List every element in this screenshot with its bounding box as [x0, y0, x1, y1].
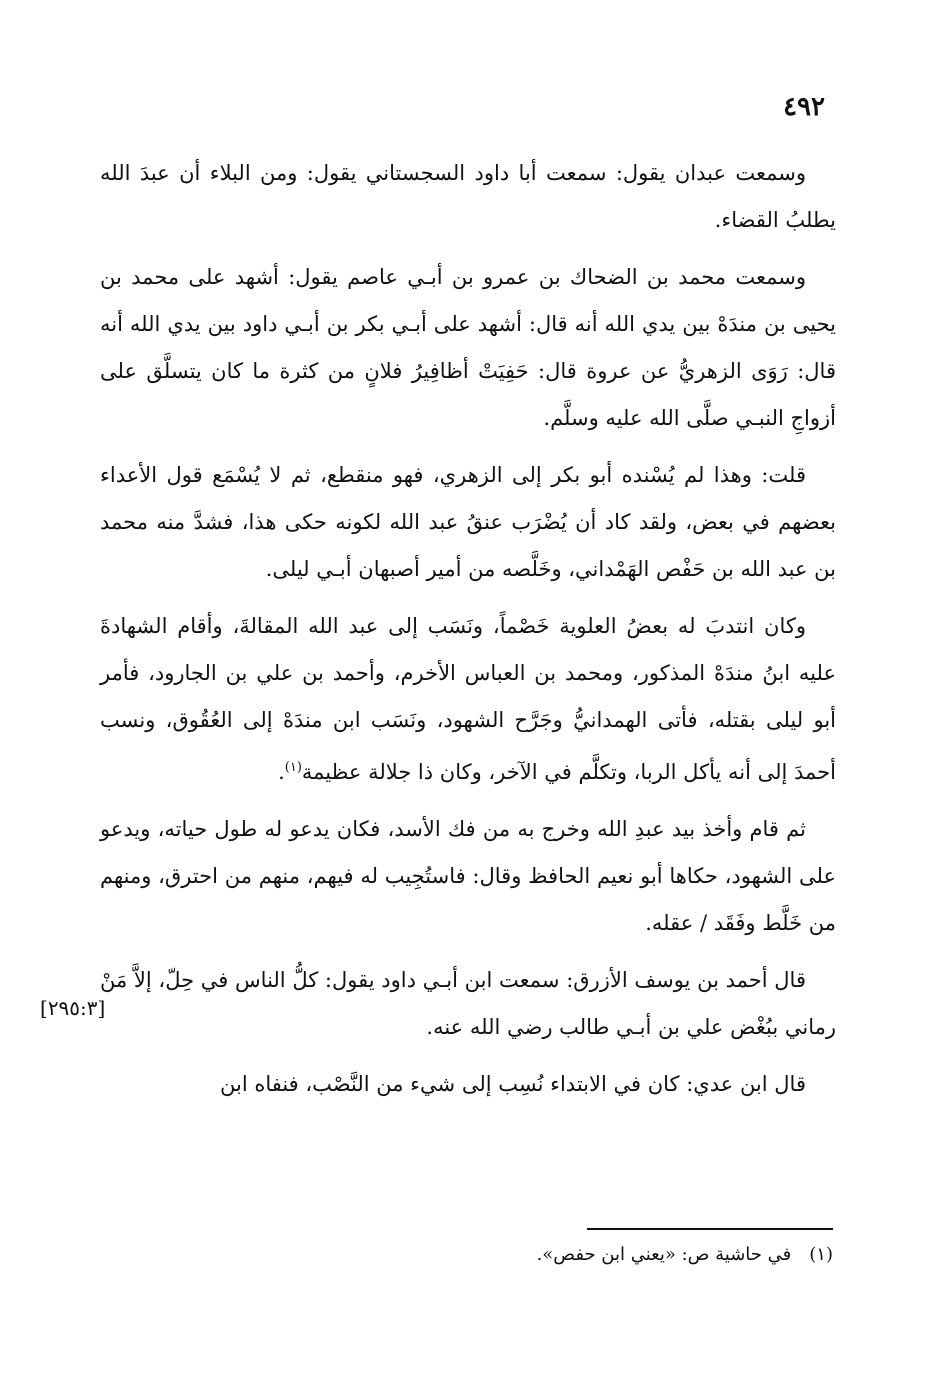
footnote-text: في حاشية ص: «يعني ابن حفص». [536, 1244, 792, 1265]
paragraph: ثم قام وأخذ بيد عبدِ الله وخرج به من فك الأسد، فكان يدعو له طول حياته، ويدعو على الشهود، حكاها أبو نعيم الحافظ وقال: فاستُجِيب له فيهم، منهم من احترق، ومنهم من خَلَّط وفَقَد / عقله. [100, 817, 836, 935]
margin-reference: [٢٩٥:٣] [40, 996, 106, 1020]
paragraph: قلت: وهذا لم يُسْنده أبو بكر إلى الزهري، فهو منقطع، ثم لا يُسْمَع قول الأعداء بعضهم في بعض، ولقد كاد أن يُضْرَب عنقُ عبد الله لكونه حكى هذا، فشدَّ منه محمد بن عبد الله بن حَفْص الهَمْداني، وخَلَّصه من أمير أصبهان أبـي ليلى. [100, 463, 836, 581]
footnote-divider [587, 1228, 833, 1230]
paragraph-text: وكان انتدبَ له بعضُ العلوية خَصْماً، ونَسَب إلى عبد الله المقالةَ، وأقام الشهادةَ عليه ابنُ مندَهْ المذكور، ومحمد بن العباس الأخرم، وأحمد بن علي بن الجارود، فأمر أبو ليلى بقتله، فأتى الهمدانيُّ وجَرَّح الشهود، ونَسَب ابن مندَهْ إلى العُقُوق، ونسب أحمدَ إلى أنه يأكل الربا، وتكلَّم في الآخر، وكان ذا جلالة عظيمة [100, 614, 836, 784]
paragraph-with-footnote [100, 603, 836, 796]
paragraph-tail: . [278, 760, 285, 784]
paragraph: وسمعت عبدان يقول: سمعت أبا داود السجستاني يقول: ومن البلاء أن عبدَ الله يطلبُ القضاء. [100, 161, 836, 232]
footnote-marker: (١) [284, 760, 302, 775]
paragraph: وسمعت محمد بن الضحاك بن عمرو بن أبـي عاصم يقول: أشهد على محمد بن يحيى بن مندَهْ بين يدي الله أنه قال: أشهد على أبـي بكر بن أبـي داود بين يدي الله أنه قال: رَوَى الزهريُّ عن عروة قال: حَفِيَتْ أظافِيرُ فلانٍ من كثرة ما كان يتسلَّق على أزواجِ النبـي صلَّى الله عليه وسلَّم. [100, 265, 836, 430]
paragraph: قال أحمد بن يوسف الأزرق: سمعت ابن أبـي داود يقول: كلُّ الناس في حِلّ، إلاَّ مَنْ رماني ببُغْض علي بن أبـي طالب رضي الله عنه. [100, 968, 836, 1039]
footnote-number: (١) [809, 1244, 833, 1265]
main-text [100, 150, 836, 1118]
page-number: ٤٩٢ [783, 92, 825, 122]
paragraph: قال ابن عدي: كان في الابتداء نُسِب إلى شيء من النَّصْب، فنفاه ابن [219, 1072, 806, 1096]
footnote [97, 1240, 833, 1270]
